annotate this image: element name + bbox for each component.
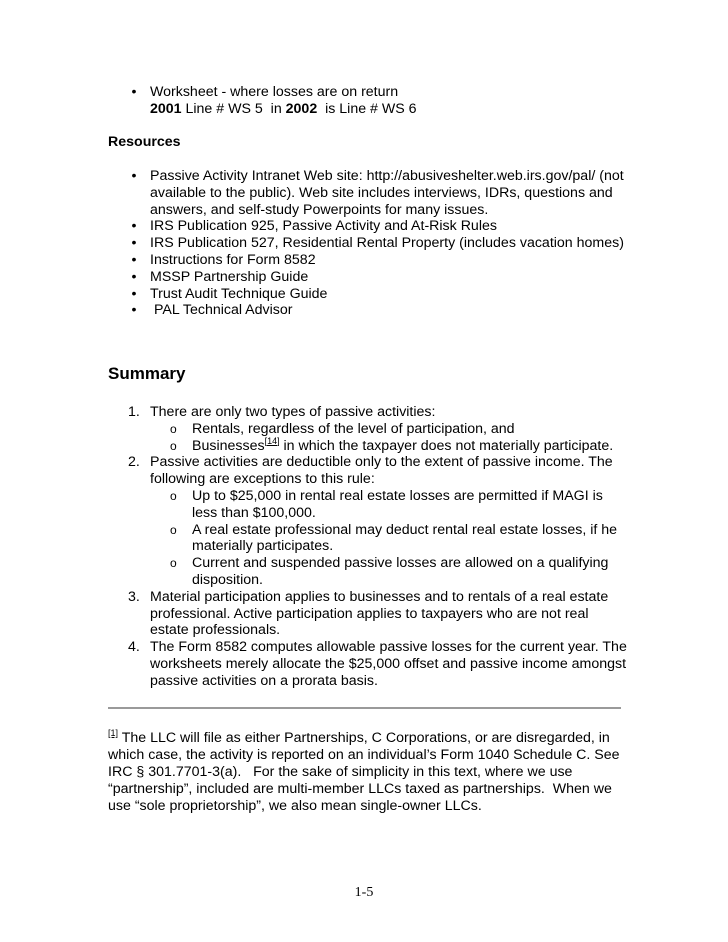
summary-item-number: 2. (128, 454, 140, 471)
sub-bullet-icon: o (170, 488, 177, 503)
resource-item (0, 286, 728, 303)
summary-item-text: The Form 8582 computes allowable passive losses for the current year. The worksheets merely allocate the $25,000 offset and passive income amongst passive activities on a prorata basis. (150, 639, 627, 689)
resource-item (0, 252, 728, 269)
summary-subitem-text: A real estate professional may deduct rental real estate losses, if he materially participates. (192, 521, 618, 555)
resource-item (0, 302, 728, 319)
summary-subitem (0, 522, 728, 556)
summary-item-text: Passive activities are deductible only to the extent of passive income. The following are exceptions to this rule: (150, 454, 613, 488)
summary-subitem (0, 435, 728, 455)
worksheet-line-text-b: is Line # WS 6 (317, 100, 417, 117)
summary-item-1 (0, 404, 728, 421)
summary-item-2 (0, 454, 728, 488)
resource-item (0, 235, 728, 252)
bullet-icon: • (131, 251, 137, 268)
bullet-icon: • (131, 168, 137, 184)
worksheet-year-2002: 2002 (285, 100, 318, 117)
summary-subitem-text: in which the taxpayer does not materially participate. (279, 437, 614, 454)
resource-item (0, 218, 728, 235)
footnote-divider (108, 707, 621, 709)
page-number: 1-5 (354, 885, 374, 900)
worksheet-line-1: Worksheet - where losses are on return (150, 84, 399, 100)
summary-subitem-text: Rentals, regardless of the level of participation, and (192, 420, 515, 437)
resources-heading: Resources (108, 134, 181, 150)
resource-item-text: Trust Audit Technique Guide (150, 285, 328, 302)
sub-bullet-icon: o (170, 421, 177, 436)
footnote-text: The LLC will file as either Partnerships, C Corporations, or are disregarded, in which case, the activity is reported on an individual’s Form 1040 Schedule C. See IRC § 301.7701-3(a). For the sake of simplicity in this text, where we use “partnership”, included are multi-member LLCs taxed as partnerships. When we use “sole proprietorship”, we also mean single-owner LLCs. (108, 730, 624, 814)
summary-subitem-text: Businesses (192, 437, 265, 454)
bullet-icon: • (131, 218, 137, 235)
resource-item-text: Instructions for Form 8582 (150, 251, 316, 268)
summary-item-number: 4. (128, 639, 140, 656)
summary-item-number: 3. (128, 588, 140, 605)
bullet-icon: • (131, 285, 137, 302)
resource-item (0, 269, 728, 286)
summary-item-number: 1. (128, 404, 140, 420)
resources-list (0, 168, 728, 319)
footnote-reference[interactable]: [14] (264, 435, 280, 446)
worksheet-year-2001: 2001 (150, 100, 182, 117)
summary-item-text: There are only two types of passive activities: (150, 404, 436, 420)
worksheet-list (0, 84, 728, 118)
resource-item-text: MSSP Partnership Guide (150, 268, 309, 285)
resource-item-text: IRS Publication 925, Passive Activity and At-Risk Rules (150, 218, 497, 235)
bullet-icon: • (131, 302, 137, 319)
summary-item-3 (0, 589, 728, 639)
footnote-marker[interactable]: [1] (108, 728, 119, 738)
bullet-icon: • (131, 84, 137, 100)
footnote (108, 730, 628, 815)
summary-item-text: Material participation applies to businesses and to rentals of a real estate professional. Active participation applies to taxpayers who are not real estate professionals. (150, 588, 609, 639)
bullet-icon: • (131, 268, 137, 285)
summary-item-4 (0, 639, 728, 689)
resource-item (0, 168, 728, 218)
sub-bullet-icon: o (170, 522, 177, 537)
worksheet-line-2 (150, 101, 628, 118)
bullet-icon: • (131, 235, 137, 252)
worksheet-line-text-a: Line # WS 5 in (181, 100, 286, 117)
summary-subitem (0, 555, 728, 589)
resource-item-text: Passive Activity Intranet Web site: http://abusiveshelter.web.irs.gov/pal/ (not available to the public). Web site includes interviews, IDRs, questions and answers, and self-study Powerpoints for many issues. (150, 168, 624, 218)
summary-subitem (0, 421, 728, 438)
summary-heading: Summary (108, 364, 186, 383)
sub-bullet-icon: o (170, 556, 177, 571)
summary-subitem-text: Up to $25,000 in rental real estate losses are permitted if MAGI is less than $100,000. (192, 487, 603, 521)
summary-subitem (0, 488, 728, 522)
resource-item-text: PAL Technical Advisor (150, 302, 293, 319)
worksheet-item (0, 84, 728, 118)
resource-item-text: IRS Publication 527, Residential Rental Property (includes vacation homes) (150, 235, 624, 252)
summary-subitem-text: Current and suspended passive losses are allowed on a qualifying disposition. (192, 555, 609, 588)
sub-bullet-icon: o (170, 438, 177, 453)
summary-list (0, 404, 728, 690)
